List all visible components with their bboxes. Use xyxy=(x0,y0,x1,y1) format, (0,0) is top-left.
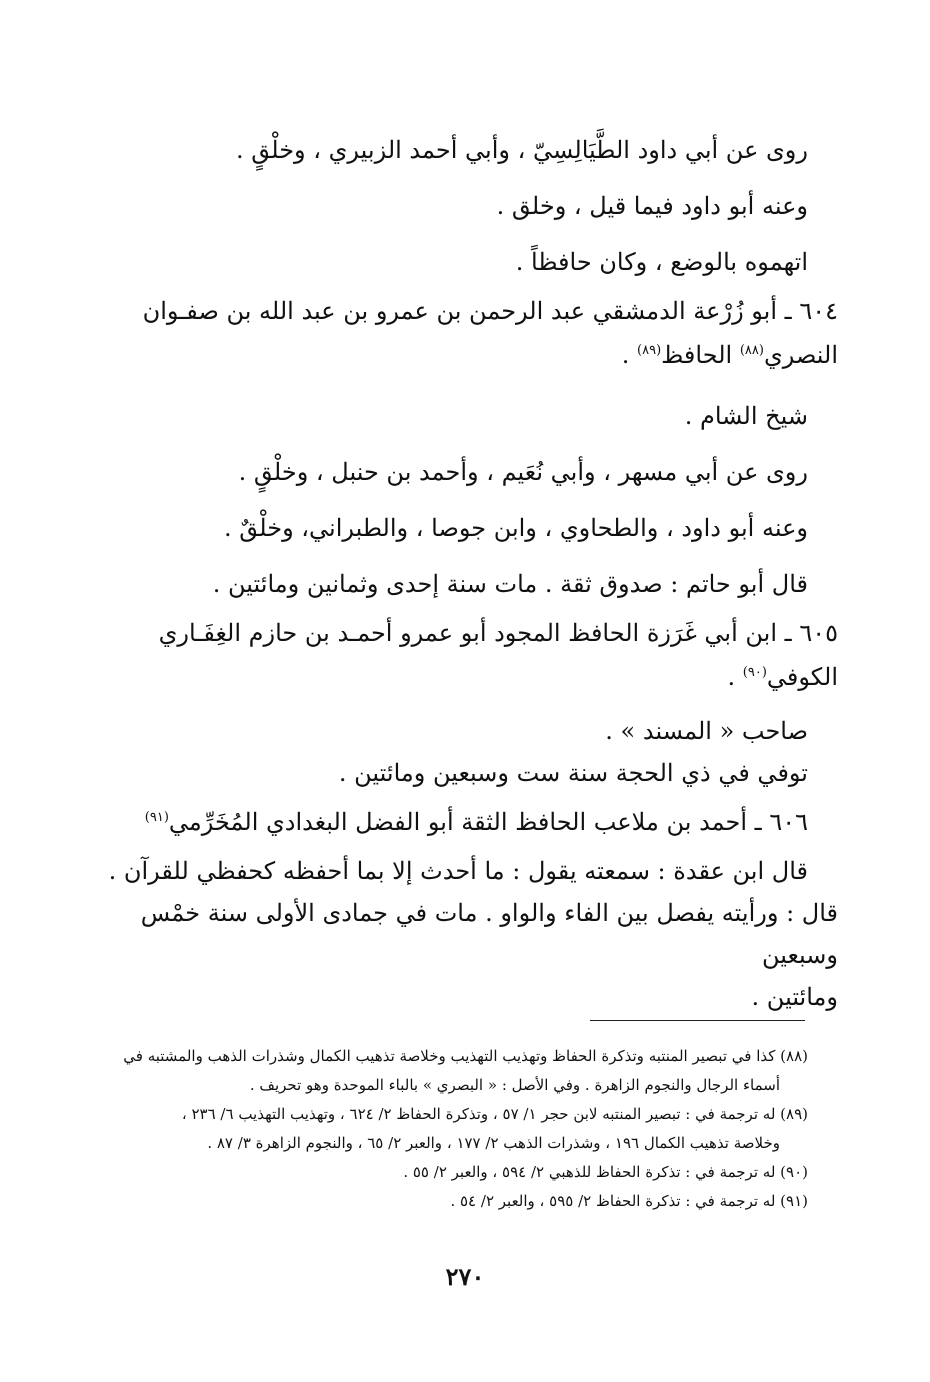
page-number: ٢٧٠ xyxy=(445,1262,485,1291)
paragraph-ibn-uqda: قال ابن عقدة : سمعته يقول : ما أحدث إلا بما أحفظه كحفظي للقرآن . xyxy=(108,857,808,885)
paragraph-death: توفي في ذي الحجة سنة ست وسبعين ومائتين . xyxy=(338,759,808,787)
entry-604 xyxy=(98,290,838,388)
paragraph-sheikh: شيخ الشام . xyxy=(684,402,808,430)
entry-605 xyxy=(98,612,838,710)
paragraph-narrated-from-2: روى عن أبي مسهر ، وأبي نُعَيم ، وأحمد بن حنبل ، وخلْقٍ . xyxy=(238,458,808,486)
entry-605-continuation: الكوفي$^{(٩٠)}$ . xyxy=(727,663,838,691)
footnote-ref-89[interactable]: (٨٩) xyxy=(637,343,662,358)
footnote-ref-91[interactable]: (٩١) xyxy=(144,810,169,825)
footnote-ref-90[interactable]: (٩٠) xyxy=(742,665,767,680)
entry-605-nisba: الكوفي xyxy=(766,663,838,691)
footnotes xyxy=(108,1042,808,1216)
entry-604-title: الحافظ xyxy=(661,341,740,369)
footnote-91: (٩١) له ترجمة في : تذكرة الحفاظ ٢/ ٥٩٥ ، والعبر ٢/ ٥٤ . xyxy=(450,1192,808,1210)
paragraph-final xyxy=(98,892,838,1018)
footnote-89: (٨٩) له ترجمة في : تبصير المنتبه لابن حجر ١/ ٥٧ ، وتذكرة الحفاظ ٢/ ٦٢٤ ، وتهذيب التهذيب ٦/ ٢٣٦ ، xyxy=(181,1105,808,1123)
paragraph-final-line-1: قال : ورأيته يفصل بين الفاء والواو . مات في جمادى الأولى سنة خمْس وسبعين xyxy=(140,899,838,969)
entry-604-heading: ٦٠٤ ـ أبو زُرْعة الدمشقي عبد الرحمن بن عمرو بن عبد الله بن صفـوان xyxy=(142,297,838,325)
footnote-89-continuation: وخلاصة تذهيب الكمال ١٩٦ ، وشذرات الذهب ٢/ ١٧٧ ، والعبر ٢/ ٦٥ ، والنجوم الزاهرة ٣/ ٨٧ . xyxy=(207,1134,780,1152)
footnote-88-continuation: أسماء الرجال والنجوم الزاهرة . وفي الأصل : « البصري » بالباء الموحدة وهو تحريف . xyxy=(249,1076,780,1094)
entry-605-heading: ٦٠٥ ـ ابن أبي غَرَزة الحافظ المجود أبو عمرو أحمـد بن حازم الغِفَـاري xyxy=(158,619,838,647)
paragraph-accusation: اتهموه بالوضع ، وكان حافظاً . xyxy=(515,248,808,276)
footnote-90: (٩٠) له ترجمة في : تذكرة الحفاظ للذهبي ٢/ ٥٩٤ ، والعبر ٢/ ٥٥ . xyxy=(403,1163,808,1181)
entry-606 xyxy=(98,794,808,850)
paragraph-narrators: وعنه أبو داود فيما قيل ، وخلق . xyxy=(496,192,808,220)
paragraph-narrators-2: وعنه أبو داود ، والطحاوي ، وابن جوصا ، والطبراني، وخلْقٌ . xyxy=(224,514,808,542)
entry-606-heading: ٦٠٦ ـ أحمد بن ملاعب الحافظ الثقة أبو الفضل البغدادي المُخَرِّمي$^{(٩١)}$ xyxy=(144,808,808,836)
paragraph-final-line-2: ومائتين . xyxy=(751,983,838,1011)
footnote-88: (٨٨) كذا في تبصير المنتبه وتذكرة الحفاظ وتهذيب التهذيب وخلاصة تذهيب الكمال وشذرات الذهب والمشتبه في xyxy=(123,1047,808,1065)
main-text xyxy=(98,122,838,1018)
footnote-divider xyxy=(590,1020,805,1021)
entry-604-nisba: النصري xyxy=(763,341,838,369)
paragraph-musnad: صاحب « المسند » . xyxy=(605,717,808,745)
paragraph-narrated-from: روى عن أبي داود الطَّيَالِسِيّ ، وأبي أحمد الزبيري ، وخلْقٍ . xyxy=(235,136,808,164)
entry-604-continuation: النصري$^{(٨٨)}$ الحافظ$^{(٨٩)}$ . xyxy=(621,341,838,369)
paragraph-abu-hatim: قال أبو حاتم : صدوق ثقة . مات سنة إحدى وثمانين ومائتين . xyxy=(212,570,808,598)
footnote-ref-88[interactable]: (٨٨) xyxy=(739,343,764,358)
